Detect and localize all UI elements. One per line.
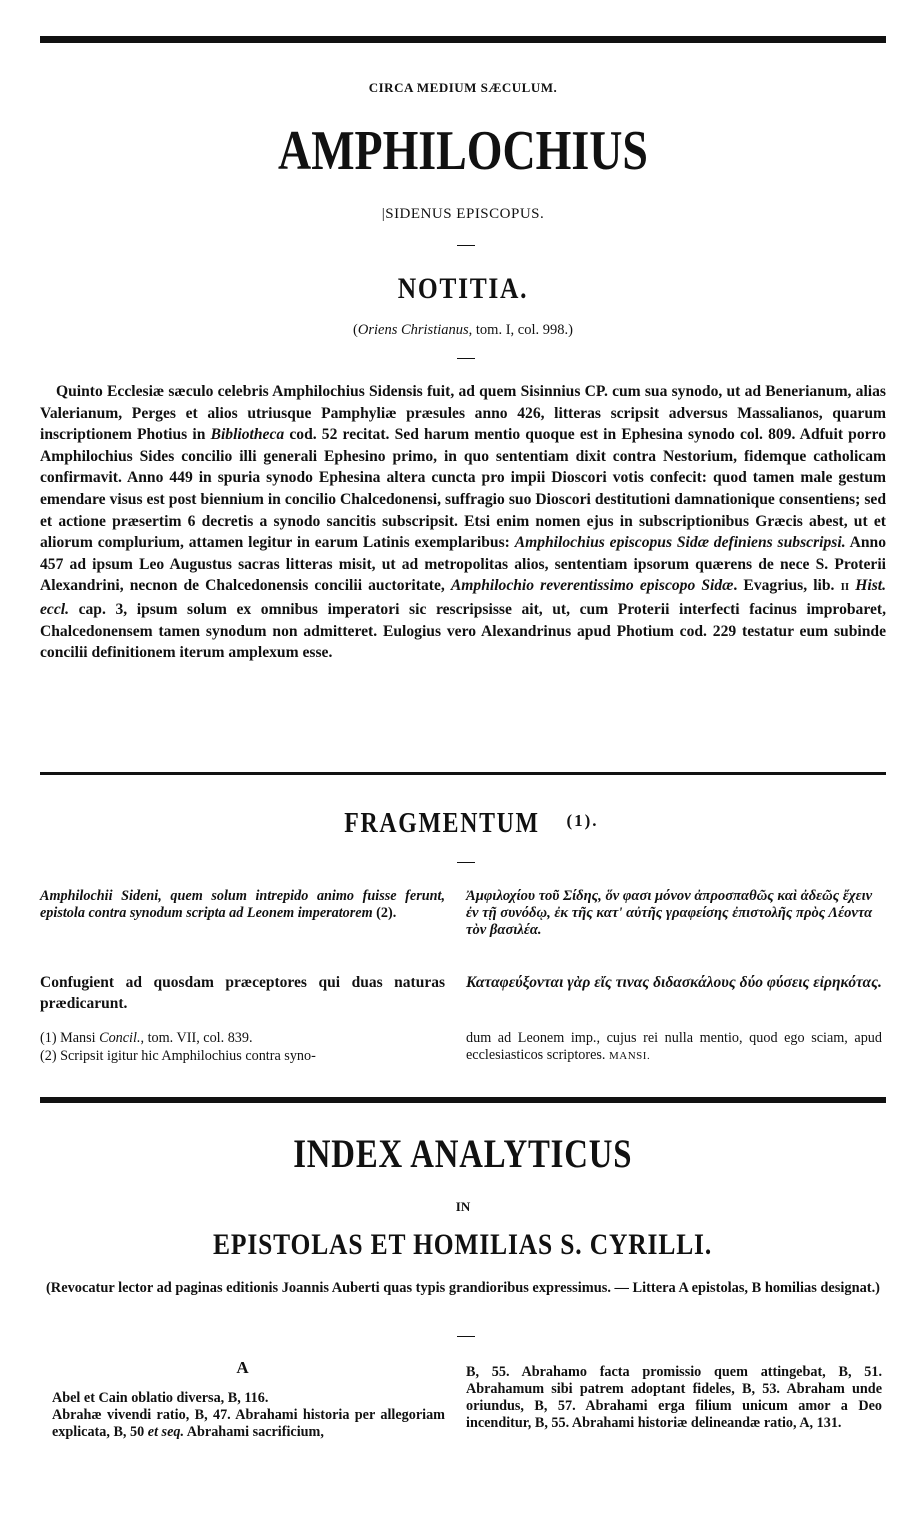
italic-run: Bibliotheca (210, 426, 285, 444)
footnote-mark: (1) (40, 1030, 57, 1046)
index-heading (40, 1130, 886, 1177)
latin-intro-note: (2). (372, 905, 397, 921)
italic-run: Hist. eccl. (40, 577, 886, 618)
notitia-source (40, 322, 886, 339)
index-in: IN (455, 1199, 471, 1214)
section-rule (40, 772, 886, 775)
index-letter: A (236, 1358, 249, 1377)
text-run: Quinto Ecclesiæ sæculo celebris Amphilochius Sidensis fuit, ad quem Sisinnius CP. cum sua synodo, ut ad Benerianum, alias Valerianum, Perges et alios utriusque Pamphyliæ præsules anno 426, litteras scripsit adversus Massalianos, quarum inscriptionem Photius in (40, 383, 886, 444)
separator-dash (457, 358, 475, 359)
top-rule (40, 36, 886, 43)
footnote-2 (40, 1048, 445, 1065)
running-head: CIRCA MEDIUM SÆCULUM. (368, 80, 558, 95)
greek-intro: Ἀμφιλοχίου τοῦ Σίδης, ὅν φασι μόνον ἀπροσπαθῶς καὶ ἀδεῶς ἔχειν ἐν τῇ συνόδῳ, ἐκ τῆς κατ' αὐτῆς γραφείσης ἐπιστολῆς πρὸς Λέοντα τὸν βασιλέα. (466, 888, 873, 938)
index-note: (Revocatur lector ad paginas editionis Joannis Auberti quas typis grandioribus expressimus. — Littera A epistolas, B homilias designat.) (46, 1280, 880, 1296)
separator-dash (457, 862, 475, 863)
footnote-italic: Concil. (99, 1030, 141, 1046)
footnote-1 (40, 1030, 445, 1047)
footnote-text: Mansi (56, 1030, 100, 1046)
italic-run: Amphilochio reverentissimo episcopo Sidæ (450, 577, 734, 595)
index-entry-continued: B, 55. Abrahamo facta promissio quem attingebat, B, 51. Abrahamum sibi patrem adoptant fideles, B, 53. Abraham unde oriundus, B, 57. Abrahami erga filium unicum amor a Deo incenditur, B, 55. Abrahami historiæ delineandæ ratio, A, 131. (466, 1364, 882, 1431)
source-rest: , tom. I, col. 998.) (468, 322, 573, 338)
index-heading-2 (40, 1228, 886, 1262)
footnote-signature: MANSI. (609, 1050, 651, 1062)
notitia-paragraph (40, 381, 886, 664)
footnote-mark: (2) (40, 1048, 57, 1064)
source-title: Oriens Christianus (357, 322, 469, 338)
small-run: II (840, 581, 850, 594)
fragmentum-note: (1). (566, 811, 599, 830)
text-run: cod. 52 recitat. Sed harum mentio quoque est in Ephesina synodo col. 809. Adfuit porro Amphilochius Sides concilio illi generali Ephesino primo, in quo sententiam dixit contra Nestorium, fidemque catholicam confirmavit. Anno 449 in spuria synodo Ephesina altera cuncta pro impii Dioscori votis confecit: quod tamen male gestum emendare visus est post biennium in concilio Chalcedonensi, suffragio suo Dioscori destitutioni damnationique consentiens; sed et actione præsertim 6 decretis a synodo sancitis subscripsit. Etsi enim nomen ejus in subscriptionibus Græcis abest, ut et aliorum complurium, attamen legitur in earum Latinis exemplaribus: (40, 426, 886, 552)
page-title: AMPHILOCHIUS (278, 120, 648, 182)
page-subtitle: |SIDENUS EPISCOPUS. (381, 206, 545, 222)
footnote-text: , tom. VII, col. 839. (140, 1030, 253, 1046)
index-title: INDEX ANALYTICUS (293, 1131, 633, 1176)
footnote-text: dum ad Leonem imp., cujus rei nulla mentio, quod ego sciam, apud ecclesiasticos scriptores. (466, 1030, 882, 1063)
latin-intro-text: Amphilochii Sideni, quem solum intrepido animo fuisse ferunt, epistola contra synodum scripta ad Leonem imperatorem (40, 888, 445, 921)
footnote-text: Scripsit igitur hic Amphilochius contra syno- (56, 1048, 316, 1064)
separator-dash (457, 1336, 475, 1337)
fragmentum-title: FRAGMENTUM (344, 808, 541, 839)
latin-text: Confugient ad quosdam præceptores qui duas naturas prædicarunt. (40, 974, 445, 1012)
italic-run: Amphilochius episcopus Sidæ definiens subscripsi. (514, 534, 846, 552)
index-title-2: EPISTOLAS ET HOMILIAS S. CYRILLI. (213, 1228, 713, 1261)
index-entry-text: Abrahami sacrificium, (184, 1424, 324, 1440)
fragmentum-heading (40, 808, 886, 840)
latin-intro (40, 888, 445, 922)
text-run: . Evagrius, lib. (733, 577, 841, 595)
text-run: Anno 457 ad ipsum Leo Augustus sacras litteras misit, ut ad metropolitas alios, sententiam ipsorum quærens de nece S. Proterii Alexandrini, necnon de Chalcedonensis concilii auctoritate, (40, 534, 886, 595)
separator-dash (457, 245, 475, 246)
index-entry: Abel et Cain oblatio diversa, B, 116. (52, 1390, 269, 1406)
source-open: ( (353, 322, 358, 338)
notitia-heading: NOTITIA. (397, 272, 529, 305)
index-entry-text: Abrahæ vivendi ratio, B, 47. Abrahami historia per allegoriam explicata, B, 50 (52, 1407, 445, 1440)
greek-text: Καταφεύξονται γὰρ εἴς τινας διδασκάλους δύο φύσεις εἰρηκότας. (466, 974, 882, 991)
text-run: cap. 3, ipsum solum ex omnibus imperatori sic rescripsisse ait, ut, cum Proterii interfecti facinus improbaret, Chalcedonensem tamen synodum non admitteret. Eulogius vero Alexandrinus apud Photium cod. 229 testatur eum subinde concilii definitionem iterum amplexum esse. (40, 600, 886, 662)
footnote-2-continued (466, 1030, 882, 1065)
section-rule (40, 1097, 886, 1103)
index-entry (40, 1407, 445, 1441)
index-entry-italic: et seq. (147, 1424, 185, 1440)
